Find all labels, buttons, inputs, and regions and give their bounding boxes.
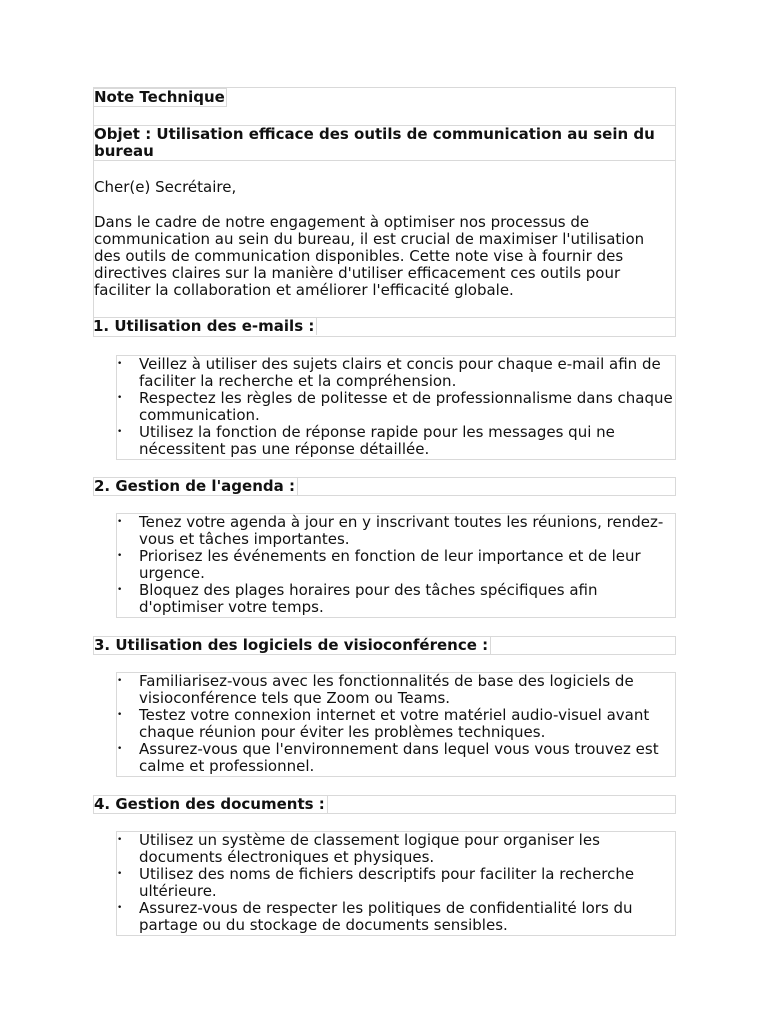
section-list-1 [116, 355, 676, 460]
bullet-icon: • [117, 710, 123, 720]
section-list-4 [116, 831, 676, 936]
list-item-text: Assurez-vous de respecter les politiques de confidentialité lors du partage ou du stockage de documents sensibles. [139, 899, 633, 934]
document-title: Note Technique [94, 88, 225, 106]
list-item-text: Veillez à utiliser des sujets clairs et concis pour chaque e-mail afin de faciliter la recherche et la compréhension. [139, 355, 661, 390]
bullet-icon: • [117, 835, 123, 845]
document-page [93, 87, 676, 951]
list-item-text: Utilisez des noms de fichiers descriptifs pour faciliter la recherche ultérieure. [139, 865, 635, 900]
bullet-icon: • [117, 676, 123, 686]
list-item [117, 832, 675, 866]
list-item [117, 866, 675, 900]
section-list-3 [116, 672, 676, 777]
list-item-text: Priorisez les événements en fonction de leur importance et de leur urgence. [139, 547, 641, 582]
bullet-icon: • [117, 585, 123, 595]
bullet-icon: • [117, 393, 123, 403]
bullet-icon: • [117, 517, 123, 527]
list-item [117, 582, 675, 616]
list-item-text: Assurez-vous que l'environnement dans lequel vous vous trouvez est calme et professionnel. [139, 740, 659, 775]
section-heading-1-text: 1. Utilisation des e-mails : [93, 317, 317, 335]
section-heading-3 [93, 636, 676, 655]
list-item [117, 356, 675, 390]
list-item-text: Utilisez un système de classement logique pour organiser les documents électroniques et physiques. [139, 831, 600, 866]
list-item-text: Bloquez des plages horaires pour des tâches spécifiques afin d'optimiser votre temps. [139, 581, 598, 616]
bullet-icon: • [117, 744, 123, 754]
list-item [117, 548, 675, 582]
section-heading-2 [93, 477, 676, 496]
document-subject: Objet : Utilisation efficace des outils de communication au sein du bureau [93, 125, 676, 161]
bullet-icon: • [117, 359, 123, 369]
list-item [117, 390, 675, 424]
list-item [117, 741, 675, 775]
list-item [117, 673, 675, 707]
list-item-text: Familiarisez-vous avec les fonctionnalités de base des logiciels de visioconférence tels que Zoom ou Teams. [139, 672, 634, 707]
bullet-icon: • [117, 869, 123, 879]
section-heading-1 [93, 317, 676, 336]
section-list-2 [116, 513, 676, 618]
list-item-text: Utilisez la fonction de réponse rapide pour les messages qui ne nécessitent pas une réponse détaillée. [139, 423, 615, 458]
section-heading-3-text: 3. Utilisation des logiciels de visioconférence : [94, 636, 491, 654]
list-item-text: Respectez les règles de politesse et de professionnalisme dans chaque communication. [139, 389, 673, 424]
list-item [117, 514, 675, 548]
bullet-icon: • [117, 551, 123, 561]
list-item-text: Tenez votre agenda à jour en y inscrivant toutes les réunions, rendez-vous et tâches importantes. [139, 513, 664, 548]
greeting: Cher(e) Secrétaire, [94, 178, 237, 196]
list-item-text: Testez votre connexion internet et votre matériel audio-visuel avant chaque réunion pour éviter les problèmes techniques. [139, 706, 650, 741]
list-item [117, 900, 675, 934]
intro-block [93, 87, 676, 337]
section-heading-2-text: 2. Gestion de l'agenda : [94, 477, 298, 495]
intro-paragraph: Dans le cadre de notre engagement à optimiser nos processus de communication au sein du bureau, il est crucial de maximiser l'utilisation des outils de communication disponibles. Cette note vise à fournir des directives claires sur la manière d'utiliser efficacement ces outils pour faciliter la collaboration et améliorer l'efficacité globale. [94, 213, 645, 299]
bullet-icon: • [117, 427, 123, 437]
bullet-icon: • [117, 903, 123, 913]
list-item [117, 707, 675, 741]
section-heading-4 [93, 795, 676, 814]
section-heading-4-text: 4. Gestion des documents : [94, 795, 328, 813]
list-item [117, 424, 675, 458]
